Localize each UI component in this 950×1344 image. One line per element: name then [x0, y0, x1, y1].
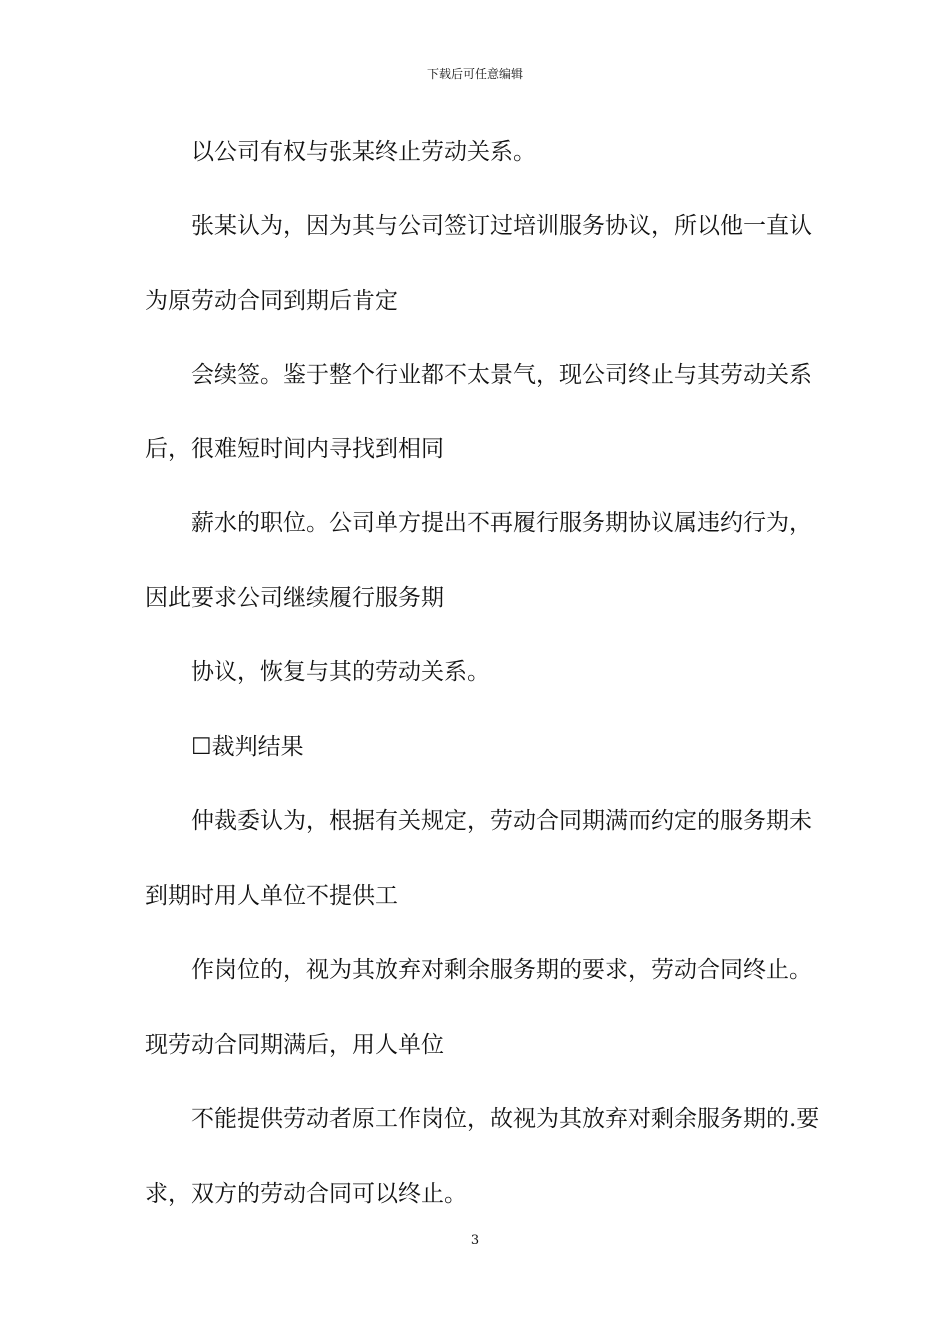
text-line-14: 不能提供劳动者原工作岗位，故视为其放弃对剩余服务期的.要 [191, 1106, 820, 1132]
text-line-13: 现劳动合同期满后，用人单位 [145, 1032, 444, 1058]
text-line-5: 后，很难短时间内寻找到相同 [145, 436, 444, 462]
text-line-3: 为原劳动合同到期后肯定 [145, 288, 398, 314]
page-number: 3 [470, 1233, 480, 1248]
text-line-7: 因此要求公司继续履行服务期 [145, 585, 444, 611]
text-line-2: 张某认为，因为其与公司签订过培训服务协议，所以他一直认 [191, 213, 812, 239]
text-line-15: 求，双方的劳动合同可以终止。 [145, 1181, 467, 1207]
text-line-8: 协议，恢复与其的劳动关系。 [191, 659, 490, 685]
text-line-12: 作岗位的，视为其放弃对剩余服务期的要求，劳动合同终止。 [191, 957, 812, 983]
page-header: 下载后可任意编辑 [426, 67, 523, 81]
text-line-6: 薪水的职位。公司单方提出不再履行服务期协议属违约行为， [191, 510, 812, 536]
section-heading: ☐裁判结果 [191, 734, 304, 760]
text-line-11: 到期时用人单位不提供工 [145, 883, 398, 909]
text-line-10: 仲裁委认为，根据有关规定，劳动合同期满而约定的服务期未 [191, 808, 812, 834]
text-line-4: 会续签。鉴于整个行业都不太景气，现公司终止与其劳动关系 [191, 362, 812, 388]
text-line-1: 以公司有权与张某终止劳动关系。 [191, 139, 536, 165]
